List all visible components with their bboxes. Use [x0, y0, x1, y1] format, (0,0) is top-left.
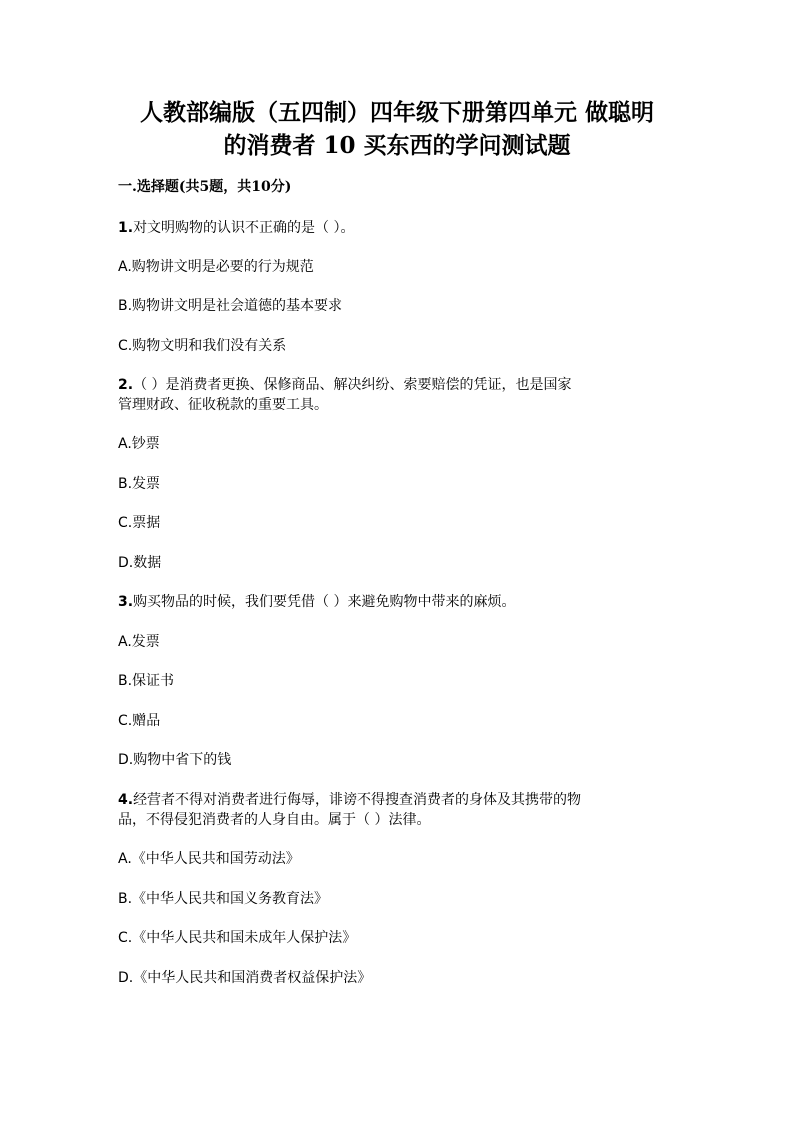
question-2-option-b: B.发票 [118, 476, 161, 492]
question-1-option-b: B.购物讲文明是社会道德的基本要求 [118, 298, 343, 314]
question-3-option-c: C.赠品 [118, 713, 161, 729]
question-2-option-d: D.数据 [118, 555, 162, 571]
page-title [100, 96, 694, 162]
section-heading: 一.选择题(共5题，共10分) [118, 179, 292, 195]
question-text-line-2: 品，不得侵犯消费者的人身自由。属于（ ）法律。 [118, 812, 431, 828]
question-1-option-a: A.购物讲文明是必要的行为规范 [118, 259, 314, 275]
question-2-continued [118, 395, 328, 415]
question-4-continued [118, 810, 430, 830]
question-4-option-b: B.《中华人民共和国义务教育法》 [118, 891, 329, 907]
question-2-option-c: C.票据 [118, 515, 161, 531]
title-line-1: 人教部编版（五四制）四年级下册第四单元 做聪明 [139, 99, 654, 126]
question-2 [118, 375, 572, 395]
question-1 [118, 218, 355, 238]
question-3-option-b: B.保证书 [118, 673, 175, 689]
question-number: 2. [118, 377, 134, 393]
question-4 [118, 790, 581, 810]
question-text-line-1: （ ）是消费者更换、保修商品、解决纠纷、索要赔偿的凭证，也是国家 [133, 377, 572, 393]
question-2-option-a: A.钞票 [118, 436, 160, 452]
title-line-2: 的消费者 10 买东西的学问测试题 [223, 132, 571, 159]
question-number: 3. [118, 594, 134, 610]
question-text-line-1: 经营者不得对消费者进行侮辱，诽谤不得搜查消费者的身体及其携带的物 [133, 792, 582, 808]
question-text: 对文明购物的认识不正确的是（ ）。 [133, 220, 355, 236]
question-number: 4. [118, 792, 134, 808]
question-3-option-a: A.发票 [118, 634, 160, 650]
question-1-option-c: C.购物文明和我们没有关系 [118, 338, 287, 354]
question-text: 购买物品的时候，我们要凭借（ ）来避免购物中带来的麻烦。 [133, 594, 516, 610]
question-number: 1. [118, 220, 134, 236]
question-text-line-2: 管理财政、征收税款的重要工具。 [118, 397, 328, 413]
question-3 [118, 592, 516, 612]
question-4-option-c: C.《中华人民共和国未成年人保护法》 [118, 930, 357, 946]
question-4-option-a: A.《中华人民共和国劳动法》 [118, 851, 300, 867]
question-3-option-d: D.购物中省下的钱 [118, 752, 232, 768]
question-4-option-d: D.《中华人民共和国消费者权益保护法》 [118, 970, 372, 986]
